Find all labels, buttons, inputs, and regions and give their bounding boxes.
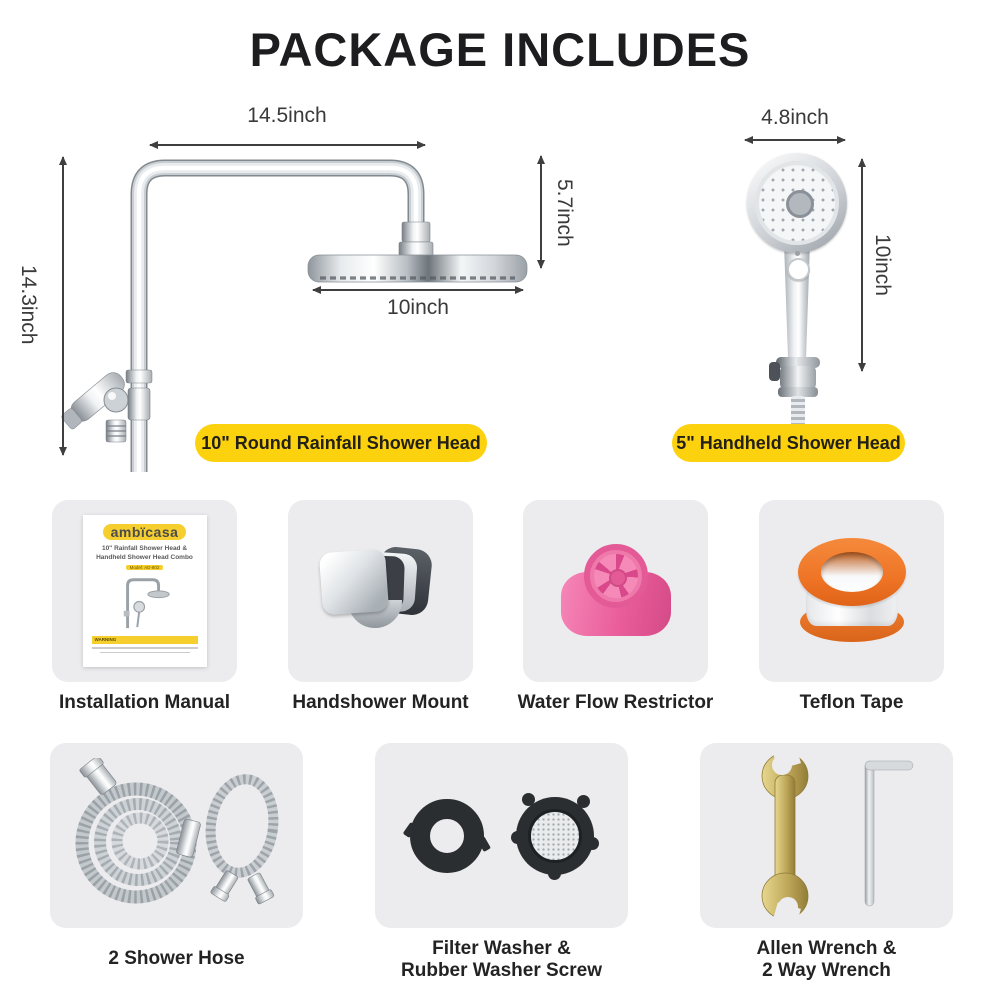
label-filter-washer: Filter Washer & Rubber Washer Screw	[401, 938, 602, 981]
shower-hose-image	[64, 758, 289, 913]
label-handshower-mount: Handshower Mount	[292, 692, 469, 713]
handheld-hose-stub	[791, 396, 805, 426]
card-teflon-tape	[759, 500, 944, 682]
rubber-washer-image	[410, 799, 484, 873]
handheld-pause-button	[787, 258, 810, 281]
manual-warning-bar: WARNING	[92, 636, 198, 644]
page-title: PACKAGE INCLUDES	[249, 23, 751, 76]
dim-head-label: 10inch	[387, 296, 449, 319]
allen-wrench	[865, 761, 913, 906]
card-water-flow-restrictor	[523, 500, 708, 682]
dim-handheld-height-label: 10inch	[871, 234, 894, 296]
manual-model-badge: Model: AD-802	[126, 565, 164, 570]
handheld-mount-knob	[769, 362, 780, 381]
dim-head-arrow	[313, 289, 523, 291]
label-shower-hose: 2 Shower Hose	[108, 948, 245, 969]
label-wrenches: Allen Wrench & 2 Way Wrench	[756, 938, 897, 981]
handshower-mount-image	[318, 544, 443, 639]
dim-arm-width-arrow	[150, 144, 425, 146]
dim-drop-label: 5.7inch	[553, 179, 576, 247]
washers-image	[410, 797, 594, 875]
card-shower-hose	[50, 743, 303, 928]
filter-washer-image	[516, 797, 594, 875]
dim-height-arrow	[62, 157, 64, 455]
label-water-flow-restrictor: Water Flow Restrictor	[517, 692, 714, 713]
card-handshower-mount	[288, 500, 473, 682]
handheld-face	[747, 153, 847, 253]
handheld-mode-button	[786, 190, 814, 218]
dim-drop-arrow	[540, 156, 542, 268]
handheld-screw-dot	[795, 251, 800, 256]
label-installation-manual: Installation Manual	[58, 692, 231, 713]
dim-arm-width-label: 14.5inch	[247, 104, 327, 127]
wrenches-image	[727, 751, 927, 921]
dim-height-label: 14.3inch	[17, 265, 40, 345]
card-wrenches	[700, 743, 953, 928]
manual-fine-print-line	[100, 652, 190, 654]
handheld-mount-body	[780, 366, 816, 389]
label-teflon-tape: Teflon Tape	[799, 692, 904, 713]
dim-handheld-width-arrow	[745, 139, 845, 141]
card-filter-washer	[375, 743, 628, 928]
manual-fine-print-line	[92, 647, 198, 649]
dim-handheld-width-label: 4.8inch	[761, 106, 829, 129]
handheld-shower-diagram	[690, 95, 930, 430]
manual-brand-logo: ambïcasa	[103, 524, 187, 540]
manual-doc-title: 10" Rainfall Shower Head & Handheld Shower Head Combo	[96, 545, 193, 561]
installation-manual-image	[83, 515, 207, 667]
two-way-wrench	[762, 753, 808, 919]
teflon-tape-image	[796, 538, 908, 644]
manual-illustration	[117, 572, 173, 632]
filter-mesh	[528, 809, 582, 863]
rainfall-shower-badge: 10" Round Rainfall Shower Head	[195, 424, 487, 462]
dim-handheld-height-arrow	[861, 159, 863, 371]
card-installation-manual	[52, 500, 237, 682]
water-flow-restrictor-image	[560, 544, 672, 638]
handheld-shower-badge: 5" Handheld Shower Head	[672, 424, 905, 462]
